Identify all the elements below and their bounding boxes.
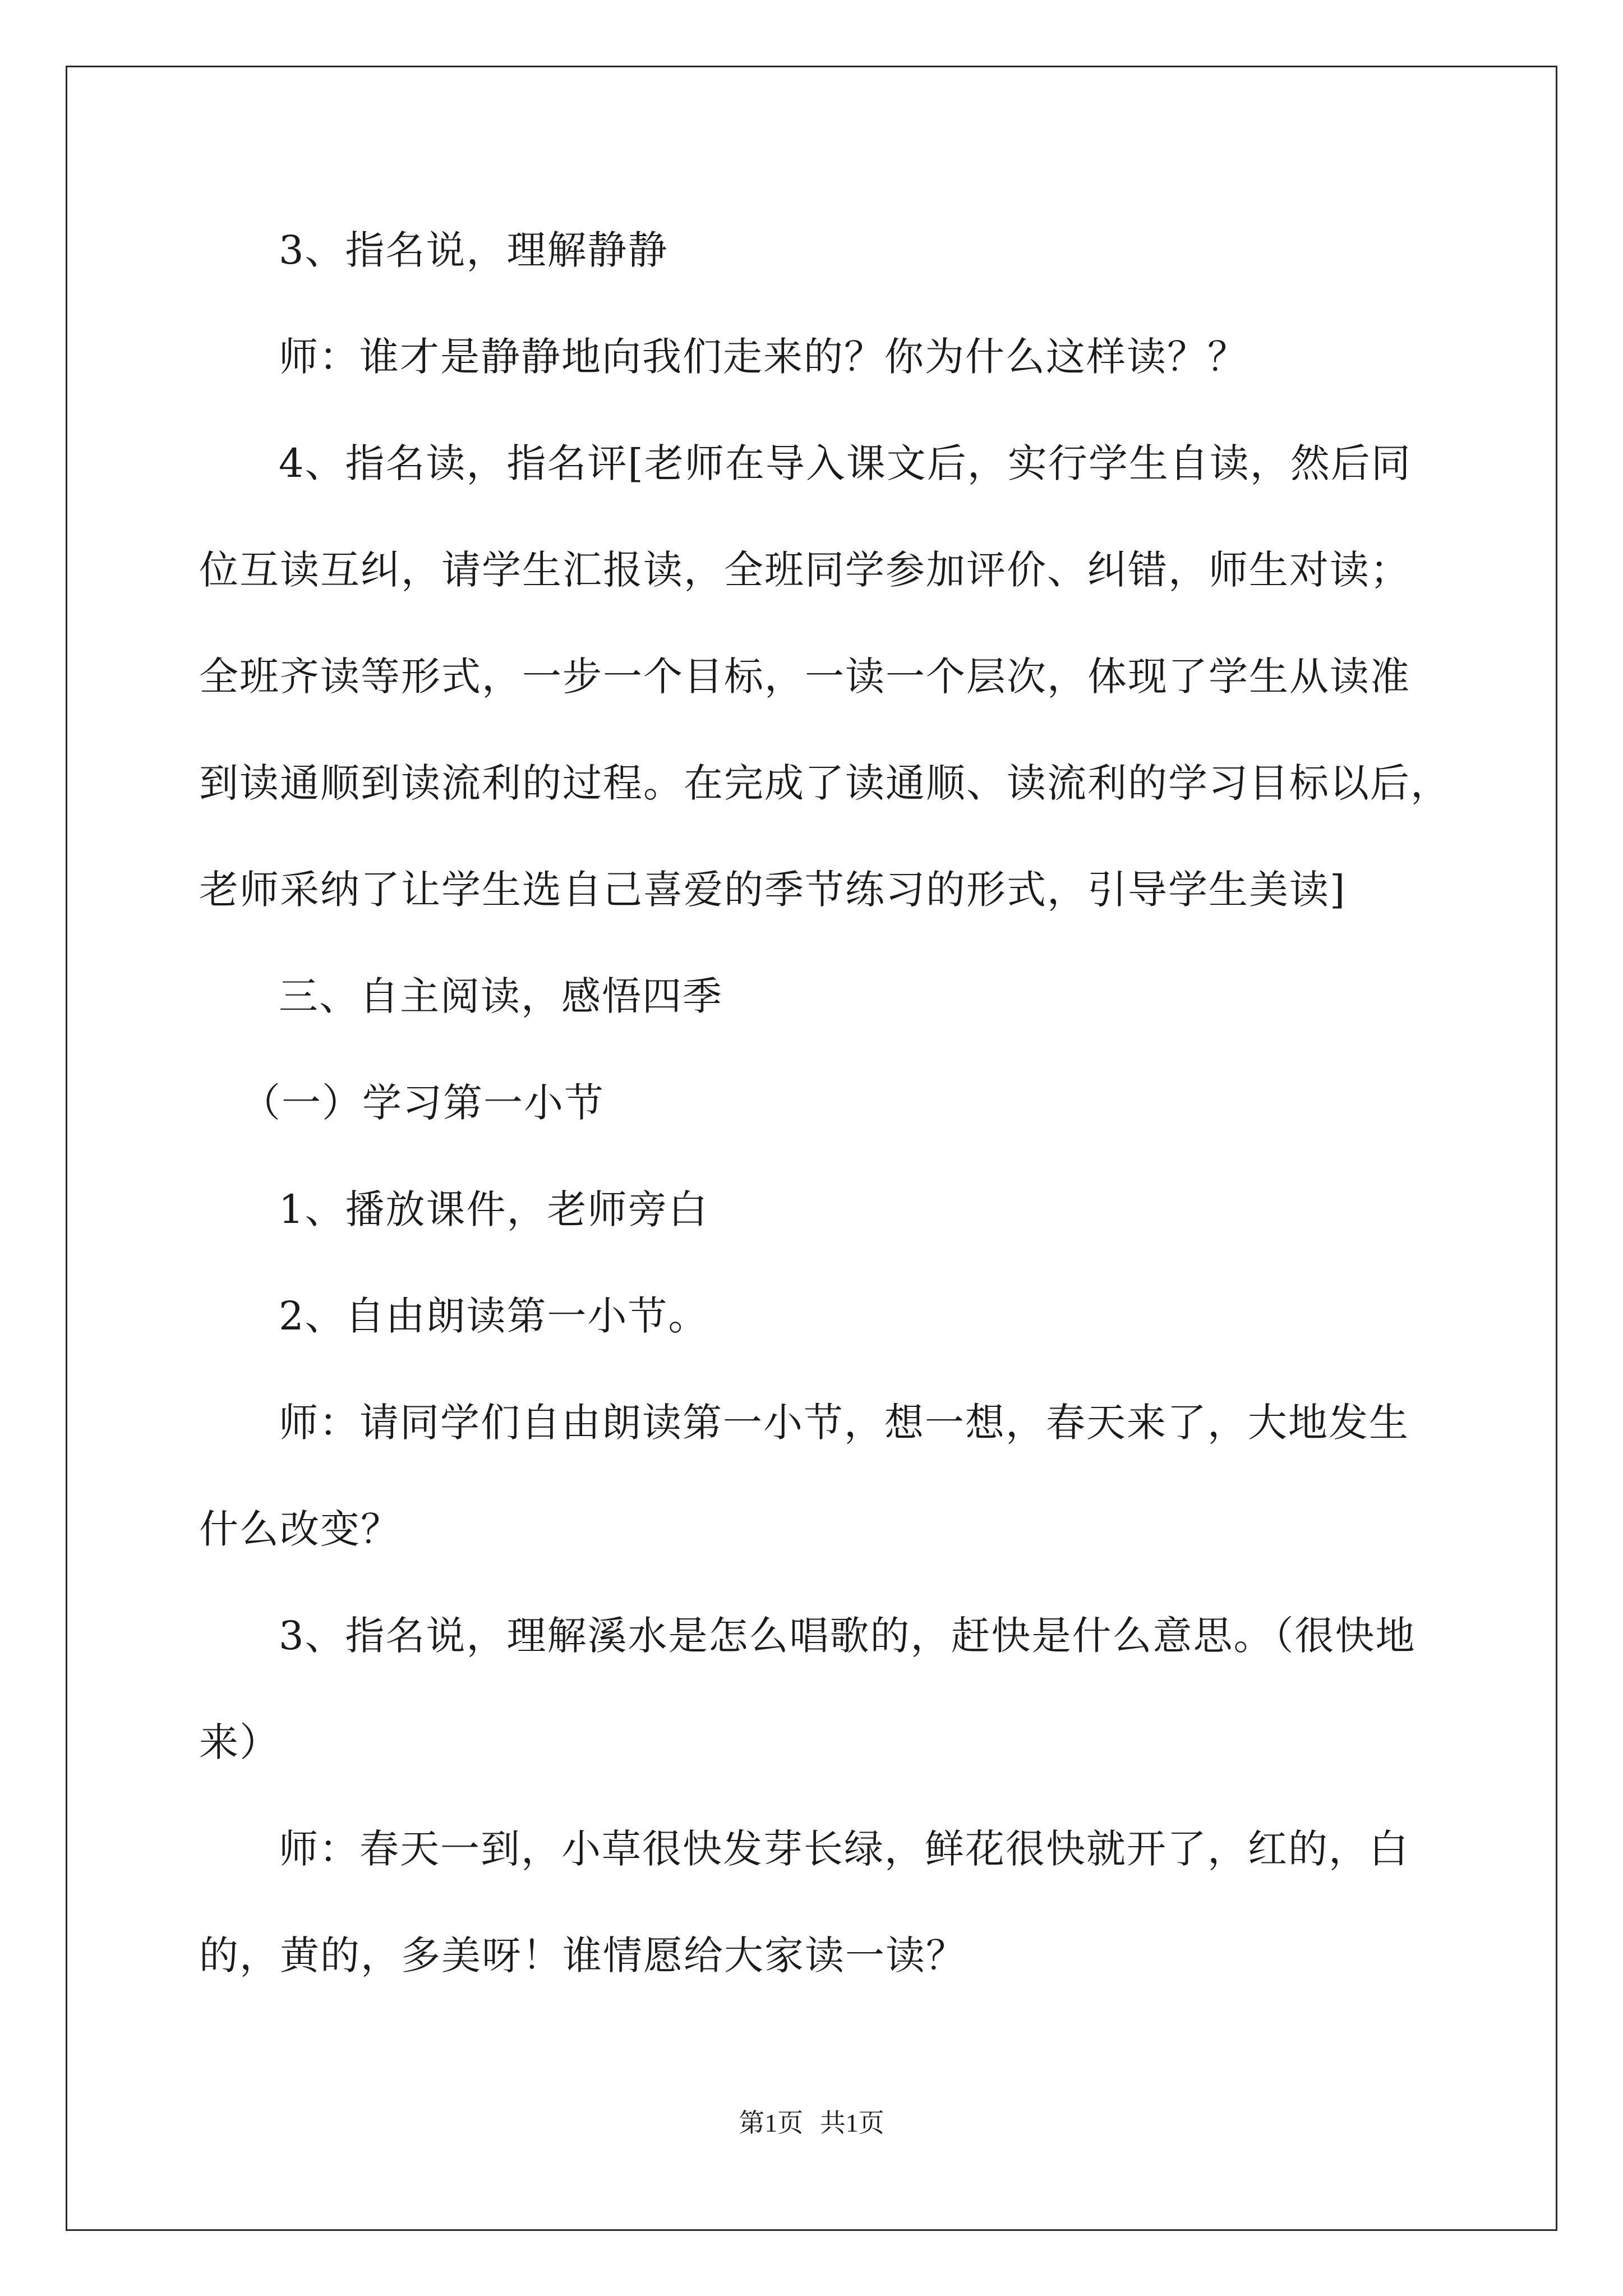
paragraph-line: 来）	[199, 1719, 280, 1765]
paragraph-line: 4、指名读，指名评[老师在导入课文后，实行学生自读，然后同	[279, 440, 1412, 486]
paragraph-line: 师：春天一到，小草很快发芽长绿，鲜花很快就开了，红的，白	[279, 1826, 1409, 1872]
paragraph-line: 老师采纳了让学生选自己喜爱的季节练习的形式，引导学生美读]	[199, 867, 1347, 913]
paragraph-line: 师：请同学们自由朗读第一小节，想一想，春天来了，大地发生	[279, 1400, 1409, 1446]
paragraph-line: 3、指名说，理解溪水是怎么唱歌的，赶快是什么意思。（很快地	[279, 1613, 1416, 1659]
paragraph-line: 1、播放课件，老师旁白	[279, 1186, 709, 1232]
paragraph-line: 全班齐读等形式，一步一个目标，一读一个层次，体现了学生从读准	[199, 654, 1410, 700]
paragraph-line: 的，黄的，多美呀！谁情愿给大家读一读？	[199, 1932, 966, 1978]
paragraph-line: 2、自由朗读第一小节。	[279, 1293, 709, 1339]
paragraph-line: 位互读互纠，请学生汇报读，全班同学参加评价、纠错，师生对读；	[199, 547, 1410, 593]
section-heading: 三、自主阅读，感悟四季	[279, 973, 723, 1019]
subsection-heading: （一）学习第一小节	[241, 1080, 605, 1126]
paragraph-line: 到读通顺到读流利的过程。在完成了读通顺、读流利的学习目标以后，	[199, 760, 1451, 806]
paragraph-line: 师：谁才是静静地向我们走来的？你为什么这样读？？	[279, 334, 1248, 380]
paragraph-line: 3、指名说，理解静静	[279, 227, 668, 273]
page-footer: 第1页 共1页	[739, 2109, 884, 2137]
paragraph-line: 什么改变？	[199, 1506, 401, 1552]
page-border	[66, 66, 1557, 2231]
